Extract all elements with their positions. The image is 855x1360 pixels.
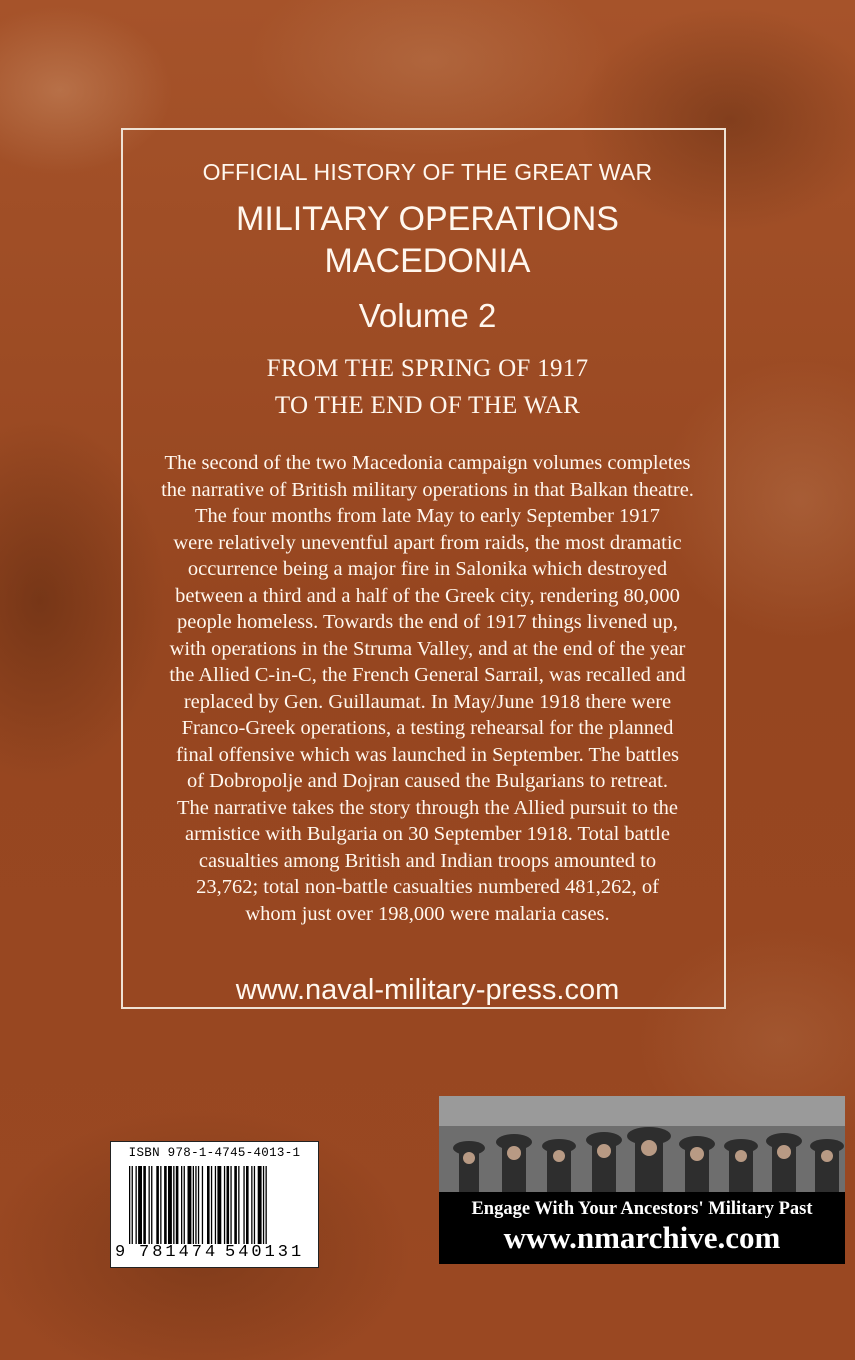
blurb-line: armistice with Bulgaria on 30 September 1918. Total battle — [185, 823, 670, 845]
book-title-line-1: MILITARY OPERATIONS — [236, 200, 619, 238]
isbn-barcode — [110, 1141, 319, 1268]
series-title: OFFICIAL HISTORY OF THE GREAT WAR — [202, 159, 653, 185]
blurb-line: final offensive which was launched in September. The battles — [175, 743, 680, 766]
blurb-line: Franco-Greek operations, a testing rehearsal for the planned — [181, 717, 674, 739]
promo-tagline: Engage With Your Ancestors' Military Past — [471, 1199, 813, 1219]
blurb-line: between a third and a half of the Greek city, rendering 80,000 — [175, 584, 680, 607]
blurb-line: 23,762; total non-battle casualties numbered 481,262, of — [196, 876, 659, 898]
blurb-line: whom just over 198,000 were malaria cases. — [245, 902, 610, 925]
blurb-line: with operations in the Struma Valley, and at the end of the year — [169, 637, 686, 660]
ean-digits-right: 540131 — [225, 1243, 305, 1262]
blurb-line: casualties among British and Indian troops amounted to — [198, 849, 657, 872]
blurb-line: people homeless. Towards the end of 1917 things livened up, — [177, 611, 678, 633]
nmarchive-promo[interactable] — [439, 1096, 845, 1264]
isbn-label: ISBN 978-1-4745-4013-1 — [128, 1146, 301, 1160]
blurb-line: were relatively uneventful apart from raids, the most dramatic — [173, 531, 682, 554]
blurb-line: of Dobropolje and Dojran caused the Bulgarians to retreat. — [186, 770, 669, 792]
blurb-line: occurrence being a major fire in Salonika which destroyed — [187, 558, 668, 580]
blurb-line: The second of the two Macedonia campaign volumes completes — [164, 452, 691, 474]
blurb-text — [131, 450, 724, 927]
blurb-line: the Allied C-in-C, the French General Sarrail, was recalled and — [169, 664, 686, 686]
soldiers-photo — [439, 1096, 845, 1192]
blurb-line: The narrative takes the story through the Allied pursuit to the — [177, 796, 678, 819]
ean-digits-left: 781474 — [139, 1243, 219, 1262]
promo-url[interactable]: www.nmarchive.com — [503, 1220, 781, 1255]
subtitle-line-1: FROM THE SPRING OF 1917 — [266, 355, 589, 382]
blurb-line: replaced by Gen. Guillaumat. In May/June 1918 there were — [183, 690, 672, 713]
publisher-url[interactable]: www.naval-military-press.com — [235, 974, 620, 1006]
blurb-line: The four months from late May to early September 1917 — [194, 505, 661, 527]
blurb-line: the narrative of British military operations in that Balkan theatre. — [161, 478, 694, 501]
barcode-bars — [129, 1166, 309, 1244]
book-title-line-2: MACEDONIA — [324, 242, 531, 280]
subtitle-line-2: TO THE END OF THE WAR — [274, 392, 581, 419]
volume-number: Volume 2 — [358, 297, 497, 334]
ean-digit-lead: 9 — [115, 1243, 126, 1262]
